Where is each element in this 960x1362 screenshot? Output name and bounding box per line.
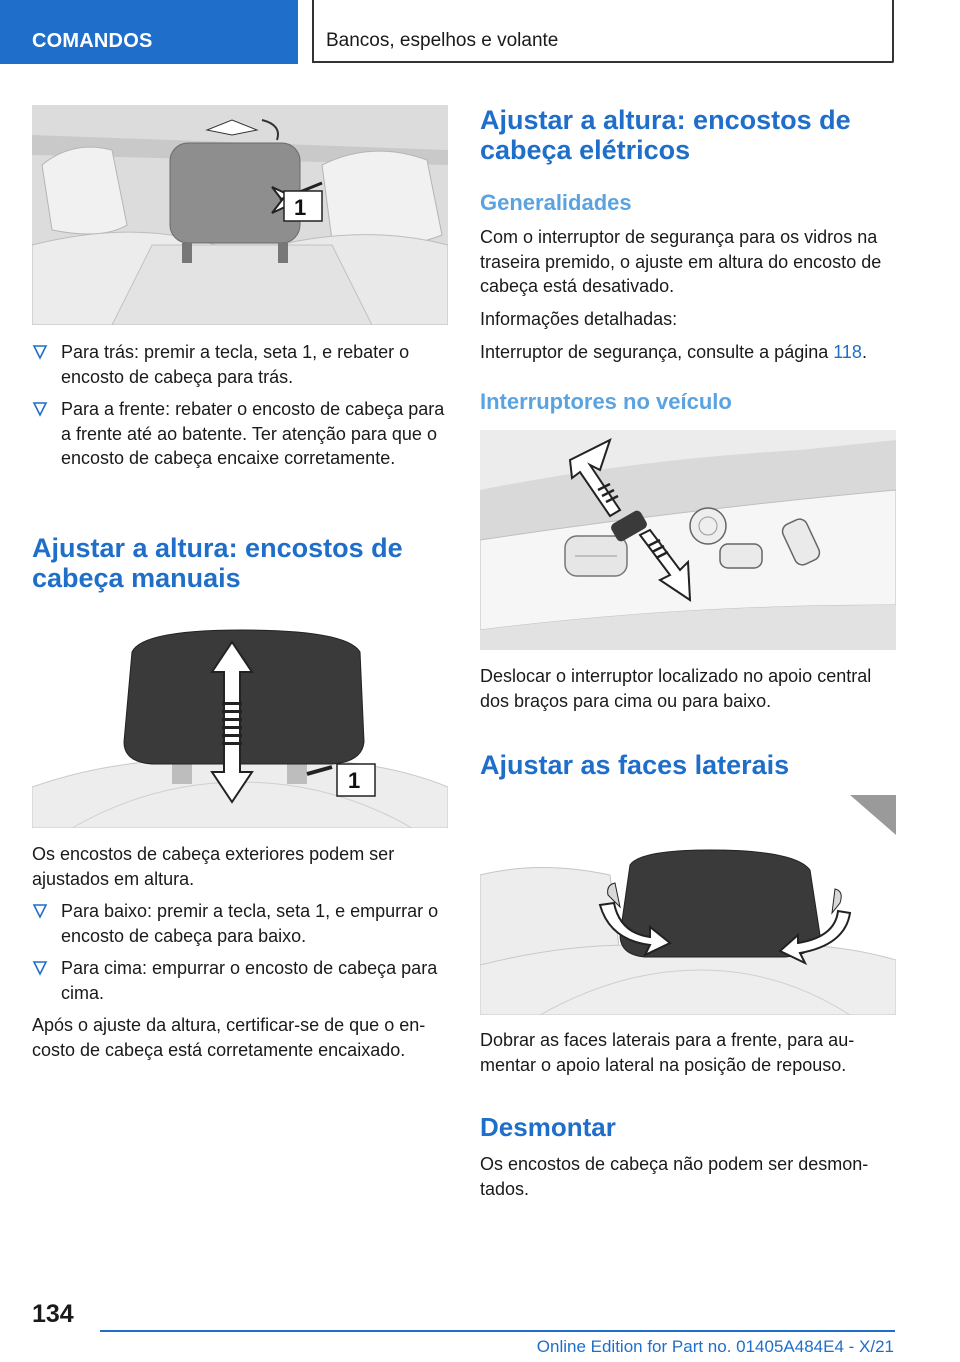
chapter-title: Bancos, espelhos e volante	[326, 30, 559, 51]
figure-vehicle-switches	[480, 430, 896, 650]
list-item	[32, 956, 448, 1006]
cross-reference	[480, 340, 896, 365]
triangle-bullet-icon	[32, 958, 48, 978]
page-link[interactable]: 118	[833, 342, 862, 362]
heading-lateral: Ajustar as faces laterais	[480, 750, 790, 780]
list-item-text: Para cima: empurrar o encosto de cabeça para cima.	[61, 958, 438, 1003]
paragraph: Após o ajuste da altura, certificar-se de que o encosto de cabeça está corretamente encaixado.	[32, 1015, 426, 1060]
paragraph: Dobrar as faces laterais para a frente, para aumentar o apoio lateral na posição de repouso.	[480, 1030, 855, 1075]
triangle-bullet-icon	[32, 901, 48, 921]
page-number: 134	[32, 1300, 74, 1328]
heading-electric-headrest: Ajustar a altura: encostos de cabeça elétricos	[480, 105, 851, 165]
figure-rear-headrest-tilt	[32, 105, 448, 325]
list-item-text: Para a frente: rebater o encosto de cabeça para a frente até ao batente. Ter atenção para que o encosto de cabeça encaixe corretamente.	[61, 399, 445, 468]
paragraph: Com o interruptor de segurança para os vidros na traseira premido, o ajuste em altura do encosto de cabeça está desativado.	[480, 227, 882, 296]
reference-text: Interruptor de segurança, consulte a página	[480, 342, 834, 362]
list-item	[32, 397, 448, 497]
figure-manual-headrest-height	[32, 612, 448, 828]
triangle-bullet-icon	[32, 399, 48, 419]
paragraph: Informações detalhadas:	[480, 309, 678, 329]
list-item	[32, 899, 448, 949]
chapter-header	[312, 0, 894, 63]
subheading-remove: Desmontar	[480, 1112, 616, 1142]
reference-end: .	[861, 342, 867, 362]
paragraph: Deslocar o interruptor localizado no apoio central dos braços para cima ou para baixo.	[480, 666, 872, 711]
triangle-bullet-icon	[32, 342, 48, 362]
list-item-text: Para baixo: premir a tecla, seta 1, e empurrar o encosto de cabeça para baixo.	[61, 901, 439, 946]
heading-manual-headrest: Ajustar a altura: encostos de cabeça manuais	[32, 533, 403, 593]
subheading-general: Generalidades	[480, 190, 632, 215]
figure2-callout: 1	[348, 768, 361, 793]
paragraph: Os encostos de cabeça exteriores podem ser ajustados em altura.	[32, 844, 395, 889]
list-item	[32, 340, 448, 390]
footer-rule	[100, 1330, 895, 1332]
paragraph: Os encostos de cabeça não podem ser desmontados.	[480, 1154, 869, 1199]
figure1-callout: 1	[294, 195, 307, 220]
section-label: COMANDOS	[32, 30, 153, 52]
list-item-text: Para trás: premir a tecla, seta 1, e rebater o encosto de cabeça para trás.	[61, 342, 410, 387]
footer-edition: Online Edition for Part no. 01405A484E4 - X/21	[536, 1337, 894, 1356]
subheading-switches: Interruptores no veículo	[480, 389, 732, 414]
figure-lateral-wings	[480, 795, 896, 1015]
section-tab	[0, 0, 298, 64]
